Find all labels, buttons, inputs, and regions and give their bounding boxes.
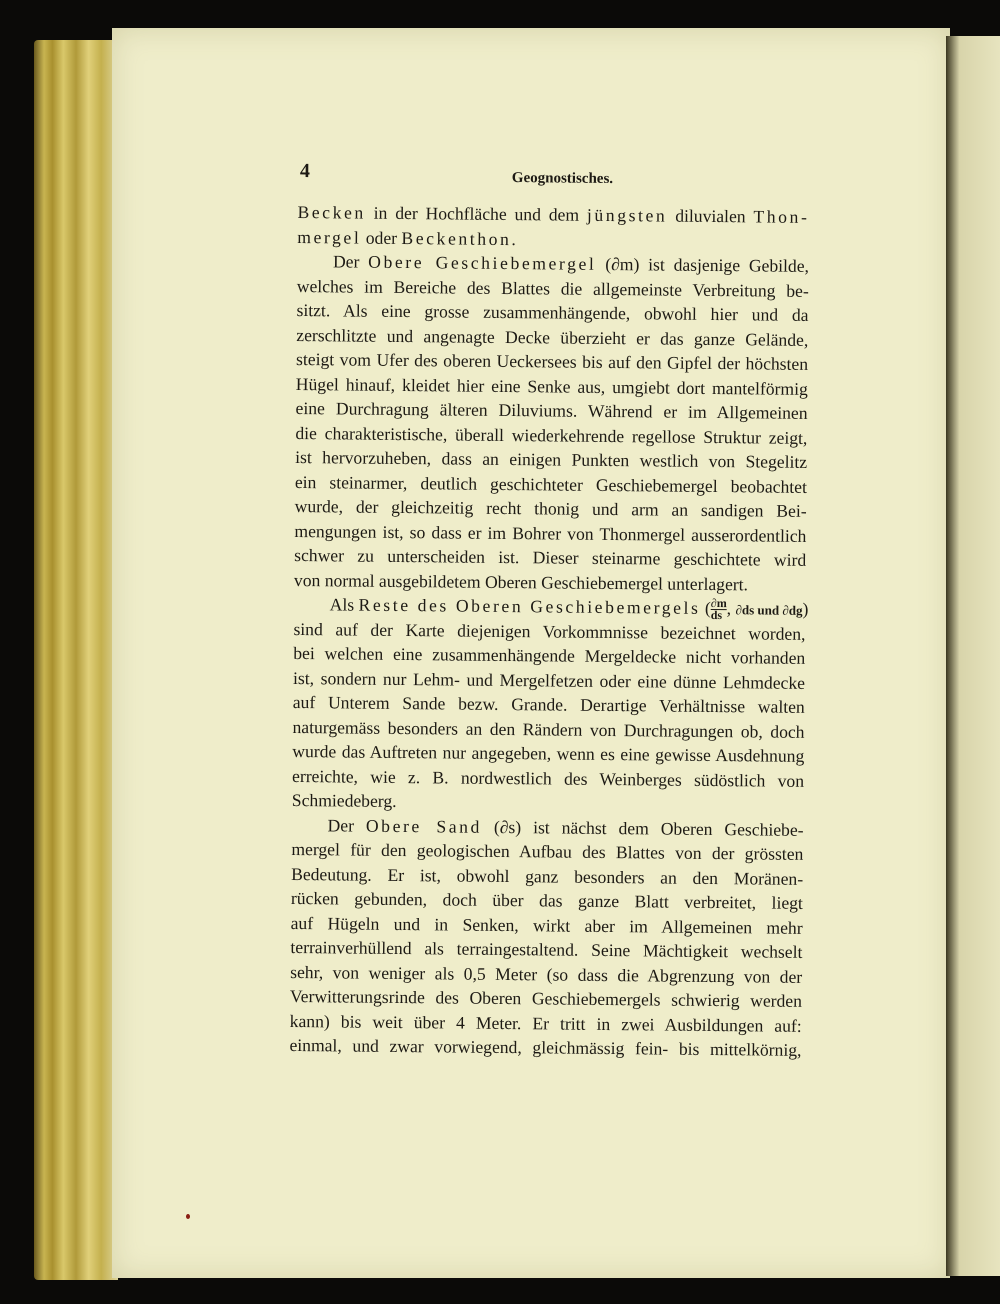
text-run: Der <box>332 251 369 272</box>
text-run: Hügel hinauf, kleidet hier eine Senke aus, umgiebt dort mantelförmig <box>295 373 808 399</box>
running-head: Geognostisches. <box>511 170 614 188</box>
text-run: ) <box>802 598 809 619</box>
text-run: diluvialen <box>667 205 754 227</box>
body-text <box>289 200 809 1062</box>
text-run: mergel für den geologischen Aufbau des Blattes von der grössten <box>291 838 804 864</box>
fraction-numerator: ∂m <box>710 596 727 611</box>
spaced-term: mergel <box>297 226 362 248</box>
spaced-term: jüngsten <box>586 204 668 226</box>
text-run: von normal ausgebildetem Oberen Geschiebemergel unterlagert. <box>293 569 749 594</box>
formula-fraction <box>711 598 727 621</box>
text-run: eine Durchragung älteren Diluviums. Während er im Allgemeinen <box>295 397 808 423</box>
text-run: (∂s) ist nächst dem Oberen Geschiebe- <box>481 816 804 840</box>
text-run: schwer zu unterscheiden ist. Dieser steinarme geschichtete wird <box>294 544 807 570</box>
text-run: sind auf der Karte diejenigen Vorkommnisse bezeichnet worden, <box>293 618 806 644</box>
text-run: ein steinarmer, deutlich geschichteter Geschiebemergel beobachtet <box>294 471 807 497</box>
text-run: Verwitterungsrinde des Oberen Geschiebemergels schwierig werden <box>289 985 803 1011</box>
text-run: rücken gebunden, doch über das ganze Blatt verbreitet, liegt <box>290 887 803 913</box>
text-run: zerschlitzte und angenagte Decke überzieht er das ganze Gelände, <box>296 324 809 350</box>
text-run: terrainverhüllend als terraingestaltend. Seine Mächtigkeit wechselt <box>290 936 803 962</box>
text-run: mengungen ist, so dass er im Bohrer von Thonmergel ausserordentlich <box>294 520 807 546</box>
spaced-term: Becken <box>297 201 366 223</box>
text-run: ist hervorzuheben, dass an einigen Punkten westlich von Stegelitz <box>295 446 808 472</box>
spaced-term: Obere Geschiebemergel <box>368 251 597 274</box>
text-run: welches im Bereiche des Blattes die allgemeinste Verbreitung be- <box>296 275 809 301</box>
text-run: steigt vom Ufer des oberen Ueckersees bis auf den Gipfel der höchsten <box>295 348 809 374</box>
text-run: oder <box>361 227 402 248</box>
facing-page-edge <box>946 36 1000 1276</box>
ink-spot <box>186 1214 190 1219</box>
text-run: auf Unterem Sande bezw. Grande. Derartige Verhältnisse walten <box>292 691 805 717</box>
spaced-term: Thon- <box>753 206 810 227</box>
text-line <box>289 1033 801 1062</box>
spaced-term: Obere Sand <box>365 815 483 837</box>
text-run: bei welchen eine zusammenhängende Mergeldecke nicht vorhanden <box>293 642 806 668</box>
text-run: die charakteristische, überall wiederkehrende regellose Struktur zeigt, <box>295 422 808 448</box>
spaced-term: Beckenthon. <box>401 227 519 249</box>
text-run: auf Hügeln und in Senken, wirkt aber im Allgemeinen mehr <box>290 912 803 938</box>
text-run: (∂m) ist dasjenige Gebilde, <box>596 253 810 276</box>
text-run: kann) bis weit über 4 Meter. Er tritt in zwei Ausbildungen auf: <box>289 1010 802 1036</box>
text-run: Bedeutung. Er ist, obwohl ganz besonders an den Moränen- <box>291 863 804 889</box>
text-run: sehr, von weniger als 0,5 Meter (so dass die Abgrenzung von der <box>290 961 803 987</box>
formula-symbols: ∂ds und ∂dg <box>735 602 803 618</box>
text-run: ist, sondern nur Lehm- und Mergelfetzen oder eine dünne Lehmdecke <box>292 667 806 693</box>
text-run: , <box>726 598 736 619</box>
page-number: 4 <box>299 160 310 183</box>
text-run: Schmiedeberg. <box>291 789 397 811</box>
text-run: wurde das Auftreten nur angegeben, wenn es eine gewisse Ausdehnung <box>292 740 805 766</box>
text-run: einmal, und zwar vorwiegend, gleichmässig fein- bis mittelkörnig, <box>289 1034 802 1060</box>
text-run: naturgemäss besonders an den Rändern von Durchragungen ob, doch <box>292 716 805 742</box>
text-run: wurde, der gleichzeitig recht thonig und arm an sandigen Bei- <box>294 495 807 521</box>
fraction-denominator: ds <box>711 609 727 621</box>
text-run: Der <box>327 814 367 836</box>
spaced-term: Reste des Oberen Geschiebemergels <box>358 594 701 618</box>
book-page-edges <box>34 40 118 1280</box>
text-run: ( <box>700 597 711 618</box>
text-run: erreichte, wie z. B. nordwestlich des Weinberges südöstlich von <box>291 765 805 791</box>
text-run: sitzt. Als eine grosse zusammenhängende, obwohl hier und da <box>296 299 809 325</box>
text-run: in der Hochfläche und dem <box>365 202 588 225</box>
text-run: Als <box>329 594 359 615</box>
